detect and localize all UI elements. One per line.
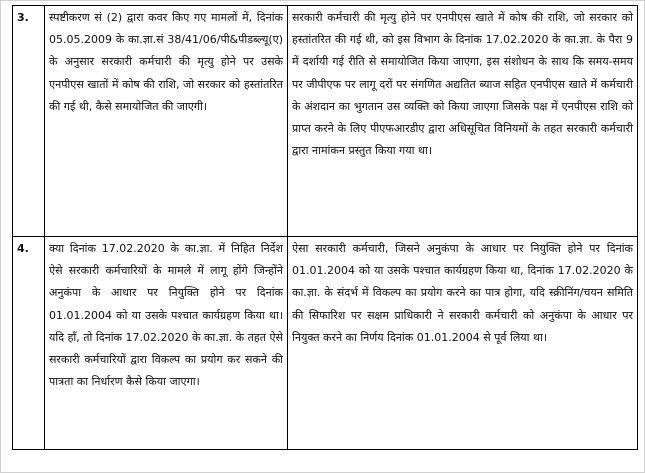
question-cell: स्पष्टीकरण सं (2) द्वारा कवर किए गए मामलों में, दिनांक 05.05.2009 के का.ज्ञा.सं 38/41/06/पी&पीडब्ल्यू(ए) के अनुसार सरकारी कर्मचारी की मृत्यु होने पर उसके एनपीएस खातों में कोष की राशि, जो सरकार को हस्तांतरित की गई थी, कैसे समायोजित की जाएगी। (45, 6, 288, 237)
answer-cell: ऐसा सरकारी कर्मचारी, जिसने अनुकंपा के आधार पर नियुक्ति होने पर दिनांक 01.01.2004 को या उसके पश्चात कार्यग्रहण किया था, दिनांक 17.02.2020 के का.ज्ञा. के संदर्भ में विकल्प का प्रयोग करने का पात्र होगा, यदि स्क्रीनिंग/चयन समिति की सिफारिश पर सक्षम प्राधिकारी ने सरकारी कर्मचारी को अनुकंपा के आधार पर नियुक्त करने का निर्णय दिनांक 01.01.2004 से पूर्व लिया था। (288, 237, 638, 450)
table-row (13, 6, 638, 237)
answer-cell: सरकारी कर्मचारी की मृत्यु होने पर एनपीएस खाते में कोष की राशि, जो सरकार को हस्तांतरित की गई थी, को इस विभाग के दिनांक 17.02.2020 के का.ज्ञा. के पैरा 9 में दर्शायी गई रीति से समायोजित किया जाएगा, इस संशोधन के साथ कि समय-समय पर जीपीएफ पर लागू दरों पर संगणित अद्यतित ब्याज सहित एनपीएस खाते में कर्मचारी के अंशदान का भुगतान उस व्यक्ति को किया जाएगा जिसके पक्ष में एनपीएस राशि को प्राप्त करने के लिए पीएफआरडीए द्वारा अधिसूचित विनियमों के तहत सरकारी कर्मचारी द्वारा नामांकन प्रस्तुत किया गया था। (288, 6, 638, 237)
question-cell: क्या दिनांक 17.02.2020 के का.ज्ञा. में निहित निर्देश ऐसे सरकारी कर्मचारियों के मामले में लागू होंगे जिन्होंने अनुकंपा के आधार पर नियुक्ति होने पर दिनांक 01.01.2004 को या उसके पश्चात कार्यग्रहण किया था। यदि हाँ, तो दिनांक 17.02.2020 के का.ज्ञा. के तहत ऐसे सरकारी कर्मचारियों द्वारा विकल्प का प्रयोग कर सकने की पात्रता का निर्धारण कैसे किया जाएगा। (45, 237, 288, 450)
faq-table (12, 5, 638, 450)
row-number: 3. (13, 6, 45, 237)
table-row (13, 237, 638, 450)
row-number: 4. (13, 237, 45, 450)
